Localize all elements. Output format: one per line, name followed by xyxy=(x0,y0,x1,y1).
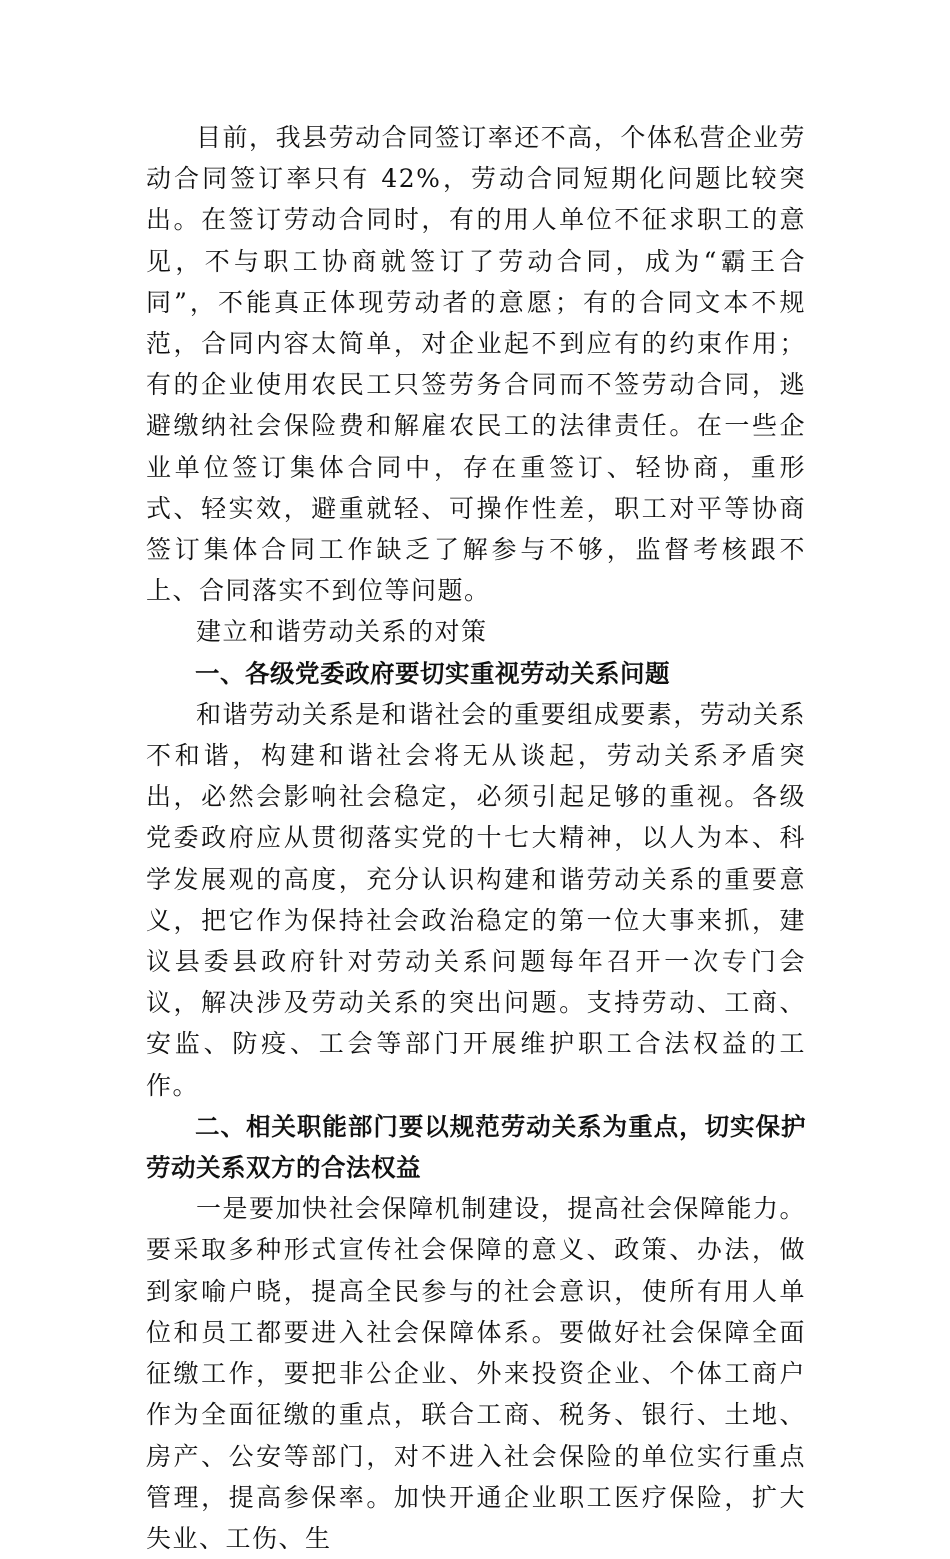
heading-two: 二、相关职能部门要以规范劳动关系为重点，切实保护劳动关系双方的合法权益 xyxy=(146,1111,806,1183)
paragraph-social-security: 一是要加快社会保障机制建设，提高社会保障能力。要采取多种形式宣传社会保障的意义、政策、办法，做到家喻户晓，提高全民参与的社会意识，使所有用人单位和员工都要进入社会保障体系。要做好社会保障全面征缴工作，要把非公企业、外来投资企业、个体工商户作为全面征缴的重点，联合工商、税务、银行、土地、房产、公安等部门，对不进入社会保险的单位实行重点管理，提高参保率。加快开通企业职工医疗保险，扩大失业、工伤、生 xyxy=(146,1194,806,1553)
paragraph-labor-contract-status: 目前，我县劳动合同签订率还不高，个体私营企业劳动合同签订率只有 42%，劳动合同短期化问题比较突出。在签订劳动合同时，有的用人单位不征求职工的意见，不与职工协商就签订了劳动合同，成为“霸王合同”，不能真正体现劳动者的意愿；有的合同文本不规范，合同内容太简单，对企业起不到应有的约束作用；有的企业使用农民工只签劳务合同而不签劳动合同，逃避缴纳社会保险费和解雇农民工的法律责任。在一些企业单位签订集体合同中，存在重签订、轻协商，重形式、轻实效，避重就轻、可操作性差，职工对平等协商签订集体合同工作缺乏了解参与不够，监督考核跟不上、合同落实不到位等问题。 xyxy=(146,123,806,606)
paragraph-harmonious-relations: 和谐劳动关系是和谐社会的重要组成要素，劳动关系不和谐，构建和谐社会将无从谈起，劳动关系矛盾突出，必然会影响社会稳定，必须引起足够的重视。各级党委政府应从贯彻落实党的十七大精神，以人为本、科学发展观的高度，充分认识构建和谐劳动关系的重要意义，把它作为保持社会政治稳定的第一位大事来抓，建议县委县政府针对劳动关系问题每年召开一次专门会议，解决涉及劳动关系的突出问题。支持劳动、工商、安监、防疫、工会等部门开展维护职工合法权益的工作。 xyxy=(146,699,806,1100)
section-title: 建立和谐劳动关系的对策 xyxy=(196,617,488,647)
heading-one: 一、各级党委政府要切实重视劳动关系问题 xyxy=(195,658,670,688)
document-page xyxy=(146,117,806,1559)
